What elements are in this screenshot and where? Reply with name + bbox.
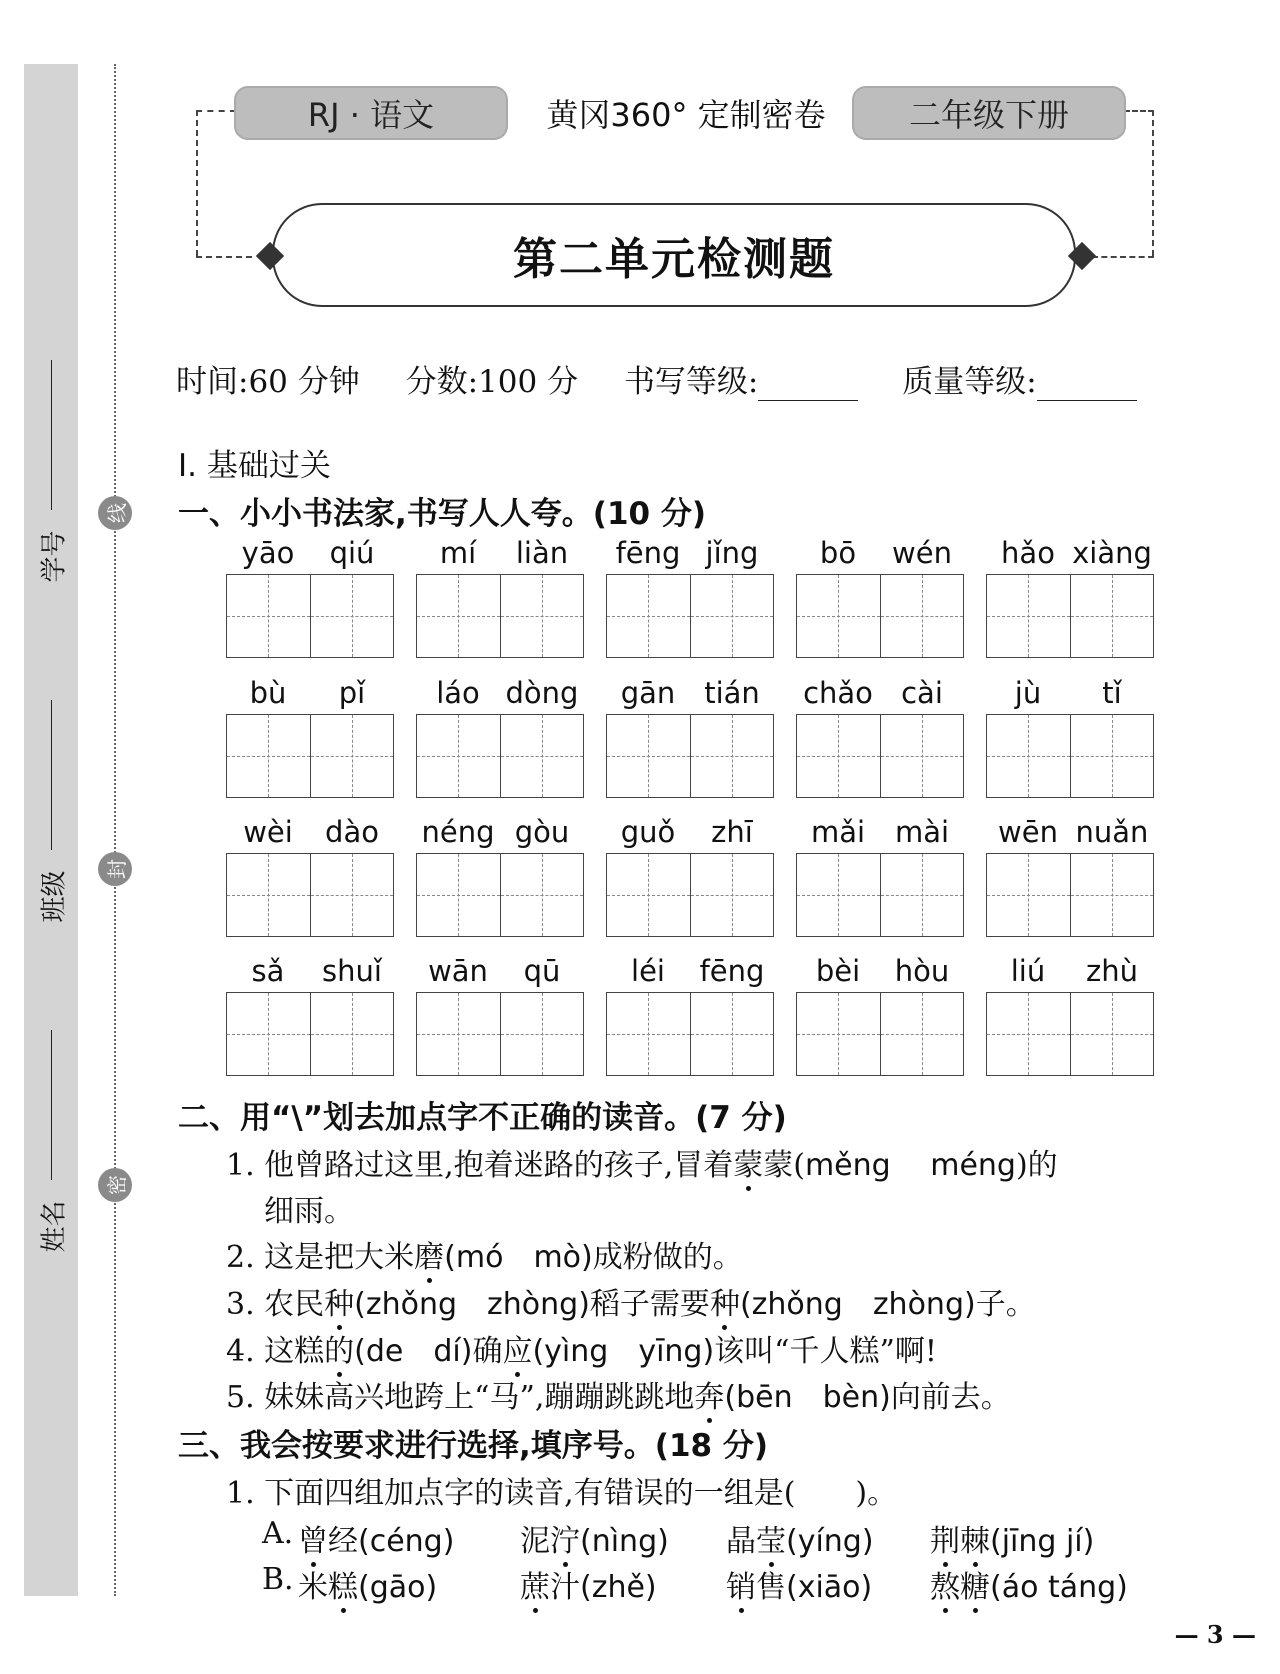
tianzige-box[interactable]	[416, 853, 584, 937]
tianzige-box[interactable]	[226, 853, 394, 937]
tianzige-square[interactable]	[1071, 715, 1154, 797]
header-dash	[1092, 256, 1154, 258]
header-dash	[1152, 110, 1154, 256]
tianzige-square[interactable]	[501, 993, 584, 1075]
header-dash	[196, 256, 252, 258]
pinyin-syllable: shuǐ	[322, 954, 382, 988]
tianzige-square[interactable]	[607, 575, 691, 657]
tianzige-box[interactable]	[416, 714, 584, 798]
part-heading: Ⅰ. 基础过关	[178, 448, 331, 484]
tianzige-box[interactable]	[226, 574, 394, 658]
tianzige-box[interactable]	[986, 853, 1154, 937]
student-id-label: 学号	[39, 530, 70, 583]
seal-feng: 封	[98, 852, 132, 886]
pinyin-pair	[226, 954, 394, 988]
pinyin-pair	[416, 536, 584, 570]
tianzige-square[interactable]	[417, 993, 501, 1075]
pinyin-pair	[226, 815, 394, 849]
pinyin-syllable: wèi	[243, 815, 293, 849]
tianzige-square[interactable]	[1071, 575, 1154, 657]
pinyin-syllable: fēng	[699, 954, 765, 988]
tianzige-square[interactable]	[1071, 993, 1154, 1075]
pinyin-syllable: qū	[523, 954, 561, 988]
brand-title: 黄冈360° 定制密卷	[546, 96, 826, 134]
pinyin-syllable: néng	[421, 815, 495, 849]
tianzige-square[interactable]	[227, 575, 311, 657]
seal-mi: 密	[98, 1168, 132, 1202]
q2-title: 二、用“\”划去加点字不正确的读音。(7 分)	[178, 1100, 787, 1136]
name-line	[51, 1030, 52, 1180]
pinyin-syllable: pǐ	[338, 676, 366, 710]
pinyin-syllable: mài	[894, 815, 950, 849]
pinyin-syllable: guǒ	[620, 815, 676, 849]
quality-grade-label: 质量等级:	[902, 364, 1037, 400]
pinyin-syllable: liú	[1010, 954, 1046, 988]
tianzige-square[interactable]	[881, 715, 964, 797]
tianzige-box[interactable]	[606, 714, 774, 798]
tianzige-box[interactable]	[986, 714, 1154, 798]
tianzige-box[interactable]	[796, 714, 964, 798]
pinyin-pair	[416, 676, 584, 710]
pinyin-syllable: hǎo	[1001, 536, 1055, 570]
pinyin-syllable: dào	[325, 815, 379, 849]
pinyin-syllable: fēng	[615, 536, 681, 570]
tianzige-square[interactable]	[987, 993, 1071, 1075]
pinyin-pair	[986, 954, 1154, 988]
pinyin-syllable: chǎo	[803, 676, 873, 710]
pinyin-syllable: léi	[631, 954, 665, 988]
q2-item-1-cont: 细雨。	[264, 1194, 354, 1229]
tianzige-square[interactable]	[311, 575, 394, 657]
tianzige-square[interactable]	[311, 715, 394, 797]
pinyin-pair	[986, 815, 1154, 849]
tianzige-box[interactable]	[796, 992, 964, 1076]
tianzige-box[interactable]	[986, 992, 1154, 1076]
tianzige-box[interactable]	[606, 853, 774, 937]
tianzige-square[interactable]	[1071, 854, 1154, 936]
tianzige-box[interactable]	[986, 574, 1154, 658]
tianzige-box[interactable]	[226, 992, 394, 1076]
pinyin-syllable: bù	[249, 676, 287, 710]
tianzige-square[interactable]	[501, 854, 584, 936]
pinyin-pair	[606, 954, 774, 988]
tianzige-box[interactable]	[416, 992, 584, 1076]
pinyin-syllable: sǎ	[251, 954, 285, 988]
writing-grade-blank[interactable]	[758, 374, 858, 401]
tianzige-square[interactable]	[607, 993, 691, 1075]
pinyin-pair	[796, 676, 964, 710]
tianzige-square[interactable]	[797, 854, 881, 936]
tianzige-square[interactable]	[797, 715, 881, 797]
tianzige-square[interactable]	[987, 715, 1071, 797]
tianzige-square[interactable]	[797, 993, 881, 1075]
q2-item-3: 3. 农民种(zhǒng zhòng)稻子需要种(zhǒng zhòng)子。	[226, 1287, 1036, 1322]
tianzige-square[interactable]	[881, 854, 964, 936]
pinyin-syllable: dòng	[505, 676, 579, 710]
tianzige-square[interactable]	[501, 715, 584, 797]
header-dash	[196, 110, 236, 112]
tianzige-square[interactable]	[797, 575, 881, 657]
pinyin-pair	[226, 676, 394, 710]
pinyin-syllable: cài	[901, 676, 943, 710]
tianzige-square[interactable]	[607, 715, 691, 797]
pinyin-syllable: wēn	[998, 815, 1058, 849]
pinyin-pair	[606, 536, 774, 570]
tianzige-box[interactable]	[606, 992, 774, 1076]
pinyin-syllable: láo	[436, 676, 480, 710]
pinyin-syllable: bèi	[815, 954, 861, 988]
quality-grade-blank[interactable]	[1037, 374, 1137, 401]
pinyin-syllable: yāo	[241, 536, 295, 570]
time-info: 时间:60 分钟	[176, 364, 360, 400]
tianzige-square[interactable]	[691, 715, 774, 797]
q3-option-b[interactable]: B. 米糕(gāo) 蔗汁(zhě) 销售(xiāo) 熬糖(áo táng)	[262, 1562, 1128, 1605]
pinyin-syllable: bō	[819, 536, 857, 570]
page-number: — 3 —	[1174, 1620, 1256, 1649]
tianzige-square[interactable]	[311, 854, 394, 936]
q1-title: 一、小小书法家,书写人人夸。(10 分)	[178, 496, 707, 532]
pinyin-syllable: zhù	[1086, 954, 1138, 988]
binding-dotted-line	[114, 64, 116, 1596]
tianzige-square[interactable]	[501, 575, 584, 657]
pinyin-pair	[986, 536, 1154, 570]
tianzige-square[interactable]	[227, 993, 311, 1075]
tianzige-square[interactable]	[607, 854, 691, 936]
pinyin-syllable: jù	[1014, 676, 1042, 710]
header-dash	[196, 110, 198, 256]
writing-grade-label: 书写等级:	[623, 364, 759, 400]
tianzige-square[interactable]	[691, 854, 774, 936]
pinyin-syllable: hòu	[894, 954, 950, 988]
pinyin-syllable: mí	[439, 536, 477, 570]
pinyin-syllable: xiàng	[1072, 536, 1152, 570]
tianzige-square[interactable]	[227, 854, 311, 936]
tianzige-box[interactable]	[226, 714, 394, 798]
pinyin-syllable: jǐng	[705, 536, 759, 570]
pinyin-pair	[606, 815, 774, 849]
pinyin-syllable: tián	[704, 676, 760, 710]
student-id-line	[51, 360, 52, 510]
pinyin-pair	[796, 536, 964, 570]
score-info: 分数:100 分	[405, 364, 579, 400]
tianzige-square[interactable]	[417, 715, 501, 797]
pinyin-pair	[416, 815, 584, 849]
tianzige-box[interactable]	[416, 574, 584, 658]
pinyin-syllable: liàn	[515, 536, 569, 570]
q2-item-2: 2. 这是把大米磨(mó mò)成粉做的。	[226, 1240, 743, 1275]
q2-item-4: 4. 这糕的(de dí)确应(yìng yīng)该叫“千人糕”啊!	[226, 1334, 937, 1369]
q3-title: 三、我会按要求进行选择,填序号。(18 分)	[178, 1428, 769, 1464]
tianzige-box[interactable]	[606, 574, 774, 658]
class-label: 班级	[39, 870, 70, 923]
name-label: 姓名	[39, 1200, 70, 1253]
exam-title: 第二单元检测题	[513, 234, 835, 285]
pinyin-syllable: tǐ	[1102, 676, 1122, 710]
exam-meta	[176, 356, 1173, 401]
q3-option-a[interactable]: A. 曾经(céng) 泥泞(nìng) 晶莹(yíng) 荆棘(jīng jí)	[262, 1516, 1095, 1559]
grade-pill: 二年级下册	[852, 86, 1126, 140]
header-dash	[1124, 110, 1154, 112]
pinyin-pair	[796, 954, 964, 988]
tianzige-square[interactable]	[881, 575, 964, 657]
tianzige-square[interactable]	[987, 575, 1071, 657]
tianzige-square[interactable]	[987, 854, 1071, 936]
pinyin-pair	[226, 536, 394, 570]
tianzige-square[interactable]	[691, 575, 774, 657]
pinyin-syllable: nuǎn	[1075, 815, 1149, 849]
tianzige-square[interactable]	[881, 993, 964, 1075]
pinyin-syllable: qiú	[329, 536, 375, 570]
tianzige-square[interactable]	[227, 715, 311, 797]
pinyin-pair	[796, 815, 964, 849]
pinyin-syllable: zhī	[711, 815, 753, 849]
pinyin-pair	[416, 954, 584, 988]
tianzige-square[interactable]	[417, 575, 501, 657]
seal-xian: 线	[98, 496, 132, 530]
exam-title-box	[272, 203, 1076, 307]
pinyin-pair	[606, 676, 774, 710]
q2-item-5: 5. 妹妹高兴地跨上“马”,蹦蹦跳跳地奔(bēn bèn)向前去。	[226, 1380, 1011, 1415]
class-line	[51, 700, 52, 850]
tianzige-square[interactable]	[691, 993, 774, 1075]
q2-item-1: 1. 他曾路过这里,抱着迷路的孩子,冒着蒙蒙(měng méng)的	[226, 1148, 1058, 1183]
q3-stem: 1. 下面四组加点字的读音,有错误的一组是( )。	[226, 1476, 898, 1511]
pinyin-syllable: wān	[428, 954, 488, 988]
pinyin-pair	[986, 676, 1154, 710]
pinyin-syllable: gòu	[514, 815, 570, 849]
subject-pill: RJ · 语文	[234, 86, 508, 140]
tianzige-box[interactable]	[796, 574, 964, 658]
pinyin-syllable: wén	[892, 536, 952, 570]
pinyin-syllable: mǎi	[810, 815, 866, 849]
tianzige-box[interactable]	[796, 853, 964, 937]
tianzige-square[interactable]	[417, 854, 501, 936]
pinyin-syllable: gān	[620, 676, 676, 710]
tianzige-square[interactable]	[311, 993, 394, 1075]
